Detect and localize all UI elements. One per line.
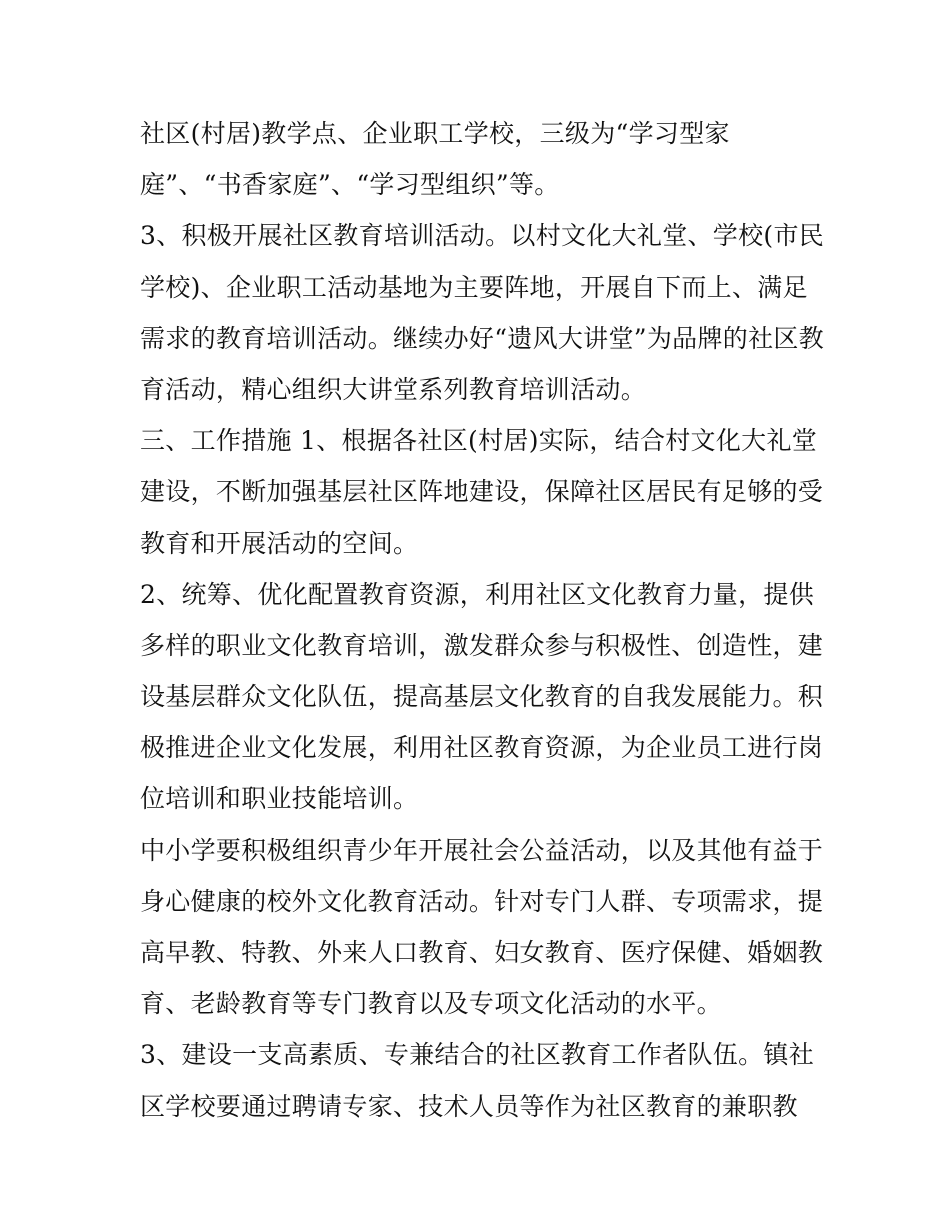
text-line: 社区(村居)教学点、企业职工学校，三级为“学习型家	[140, 119, 730, 148]
text-line: 多样的职业文化教育培训，激发群众参与积极性、创造性，建	[140, 630, 824, 660]
text-line: 2、统筹、优化配置教育资源，利用社区文化教育力量，提供	[140, 579, 815, 609]
text-line: 极推进企业文化发展，利用社区教育资源，为企业员工进行岗	[140, 733, 824, 763]
text-line: 设基层群众文化队伍，提高基层文化教育的自我发展能力。积	[140, 682, 824, 712]
text-line: 三、工作措施 1、根据各社区(村居)实际，结合村文化大礼堂	[140, 426, 818, 456]
text-line: 3、积极开展社区教育培训活动。以村文化大礼堂、学校(市民	[140, 221, 825, 251]
text-line: 区学校要通过聘请专家、技术人员等作为社区教育的兼职教	[140, 1091, 798, 1121]
text-line: 教育和开展活动的空间。	[140, 528, 419, 558]
text-line: 建设，不断加强基层社区阵地建设，保障社区居民有足够的受	[140, 477, 824, 507]
text-line: 庭”、“书香家庭”、“学习型组织”等。	[140, 170, 560, 200]
text-line: 学校)、企业职工活动基地为主要阵地，开展自下而上、满足	[140, 272, 808, 302]
text-line: 中小学要积极组织青少年开展社会公益活动，以及其他有益于	[140, 835, 824, 865]
text-line: 育活动，精心组织大讲堂系列教育培训活动。	[140, 374, 647, 404]
text-line: 高早教、特教、外来人口教育、妇女教育、医疗保健、婚姻教	[140, 938, 824, 967]
text-line: 需求的教育培训活动。继续办好“遗风大讲堂”为品牌的社区教	[140, 323, 824, 353]
text-line: 位培训和职业技能培训。	[140, 784, 419, 814]
text-line: 3、建设一支高素质、专兼结合的社区教育工作者队伍。镇社	[140, 1040, 815, 1070]
text-line: 身心健康的校外文化教育活动。针对专门人群、专项需求，提	[140, 886, 824, 916]
document-body	[140, 108, 825, 1132]
text-line: 育、老龄教育等专门教育以及专项文化活动的水平。	[140, 989, 722, 1019]
